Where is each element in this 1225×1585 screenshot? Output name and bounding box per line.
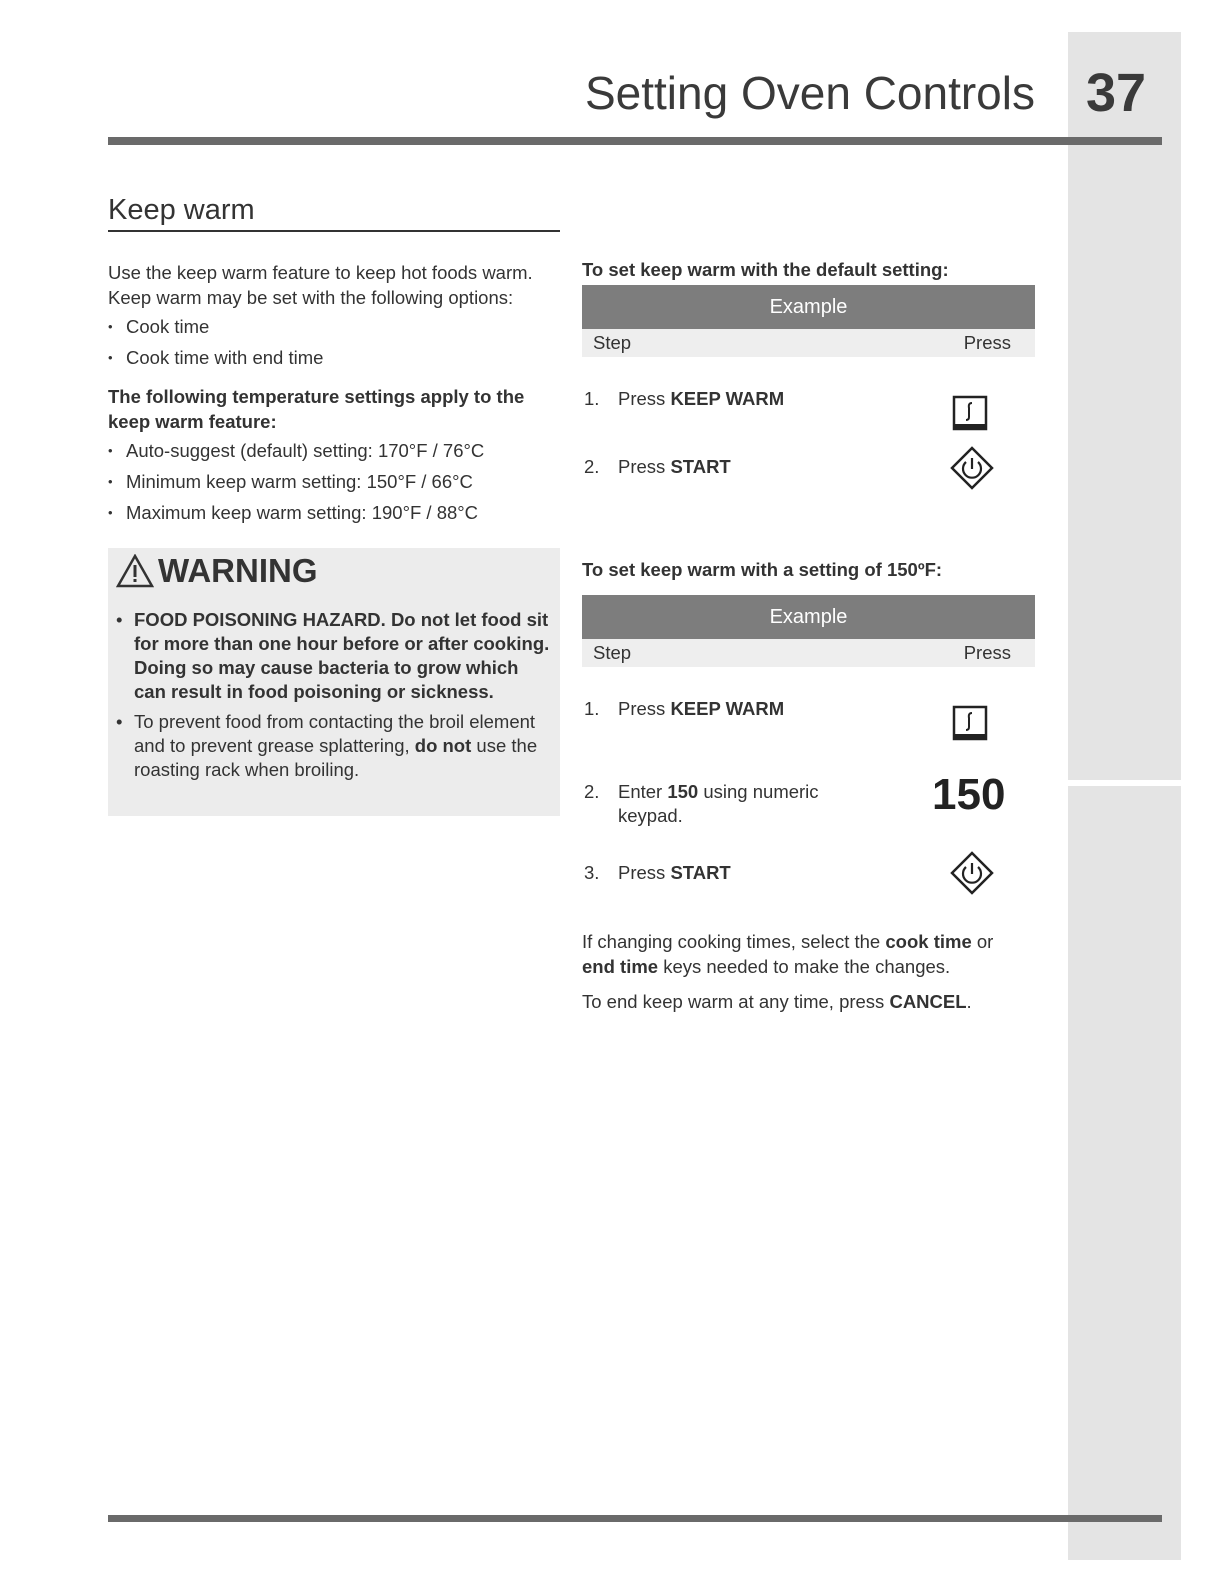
keypad-value: 150 xyxy=(932,770,1006,819)
example-2-step-2 xyxy=(584,780,884,828)
side-tab xyxy=(1068,32,1181,1560)
list-item: • Auto-suggest (default) setting: 170°F / 76°C xyxy=(108,438,560,463)
example-1-columns xyxy=(582,329,1035,357)
temp-heading xyxy=(108,384,568,434)
list-item: • Cook time xyxy=(108,314,560,339)
example-2-heading: To set keep warm with a setting of 150ºF: xyxy=(582,559,943,580)
intro-line-1: Use the keep warm feature to keep hot foods warm. xyxy=(108,262,533,283)
warning-item xyxy=(112,608,552,704)
step-number: 1. xyxy=(584,388,600,409)
column-press: Press xyxy=(963,642,1011,663)
step-text-line-2: keypad. xyxy=(618,805,683,826)
step-key: KEEP WARM xyxy=(670,388,785,409)
example-2-columns xyxy=(582,639,1035,667)
warning-item-2-bold: do not xyxy=(414,735,472,756)
example-1-step-1 xyxy=(584,387,784,411)
section-title: Keep warm xyxy=(108,194,560,232)
example-1-heading: To set keep warm with the default setting: xyxy=(582,259,949,280)
note-cooking-times xyxy=(582,929,1042,979)
temps-list xyxy=(108,438,560,531)
step-text: Press xyxy=(618,698,671,719)
bottom-rule xyxy=(108,1515,1162,1522)
warning-heading xyxy=(116,552,318,590)
list-item: • Maximum keep warm setting: 190°F / 88°C xyxy=(108,500,560,525)
note-text: . xyxy=(966,991,972,1012)
warning-triangle-icon xyxy=(116,554,154,588)
temp-heading-line-2: keep warm feature: xyxy=(108,411,277,432)
step-key: 150 xyxy=(667,781,699,802)
note-text: keys needed to make the changes. xyxy=(658,956,951,977)
step-text: Press xyxy=(618,388,671,409)
step-key: KEEP WARM xyxy=(670,698,785,719)
column-press: Press xyxy=(963,332,1011,353)
step-text: Press xyxy=(618,456,671,477)
top-rule xyxy=(108,137,1162,145)
options-list xyxy=(108,314,560,376)
page-number: 37 xyxy=(1086,63,1147,123)
side-tab-gap xyxy=(1068,780,1181,786)
note-cancel xyxy=(582,989,1042,1014)
warning-title: WARNING xyxy=(158,552,318,589)
list-item: • Minimum keep warm setting: 150°F / 66°C xyxy=(108,469,560,494)
note-bold: end time xyxy=(582,956,659,977)
column-step: Step xyxy=(593,642,632,663)
step-text: Enter xyxy=(618,781,668,802)
step-number: 2. xyxy=(584,456,600,477)
warning-item-2-text: To prevent food from contacting the broil element and to prevent grease splattering, xyxy=(134,711,536,756)
page-title: Setting Oven Controls xyxy=(584,67,1035,119)
example-2-step-3 xyxy=(584,861,731,885)
example-1-step-2 xyxy=(584,455,731,479)
note-text: To end keep warm at any time, press xyxy=(582,991,890,1012)
warning-list xyxy=(112,608,552,788)
example-2-bar: Example xyxy=(582,595,1035,639)
step-key: START xyxy=(670,862,731,883)
note-bold: cook time xyxy=(885,931,972,952)
warning-item xyxy=(112,710,552,782)
start-icon xyxy=(950,851,994,895)
intro-line-2: Keep warm may be set with the following options: xyxy=(108,287,514,308)
step-number: 2. xyxy=(584,781,600,802)
step-text: Press xyxy=(618,862,671,883)
keep-warm-icon xyxy=(952,395,988,431)
step-number: 1. xyxy=(584,698,600,719)
note-bold: CANCEL xyxy=(889,991,967,1012)
list-item: • Cook time with end time xyxy=(108,345,560,370)
example-2-step-1 xyxy=(584,697,784,721)
temp-heading-line-1: The following temperature settings apply to the xyxy=(108,386,525,407)
column-step: Step xyxy=(593,332,632,353)
example-1-bar: Example xyxy=(582,285,1035,329)
note-text: If changing cooking times, select the xyxy=(582,931,886,952)
note-text: or xyxy=(971,931,994,952)
warning-item-2-end: use the roasting rack when broiling. xyxy=(134,735,538,780)
step-text-end: using numeric xyxy=(698,781,819,802)
warning-item-1: FOOD POISONING HAZARD. Do not let food sit for more than one hour before or after cooking. Doing so may cause bacteria to grow which can result in food poisoning or sickness. xyxy=(134,609,550,702)
keep-warm-icon xyxy=(952,705,988,741)
step-key: START xyxy=(670,456,731,477)
step-number: 3. xyxy=(584,862,600,883)
intro-text xyxy=(108,260,568,310)
start-icon xyxy=(950,446,994,490)
